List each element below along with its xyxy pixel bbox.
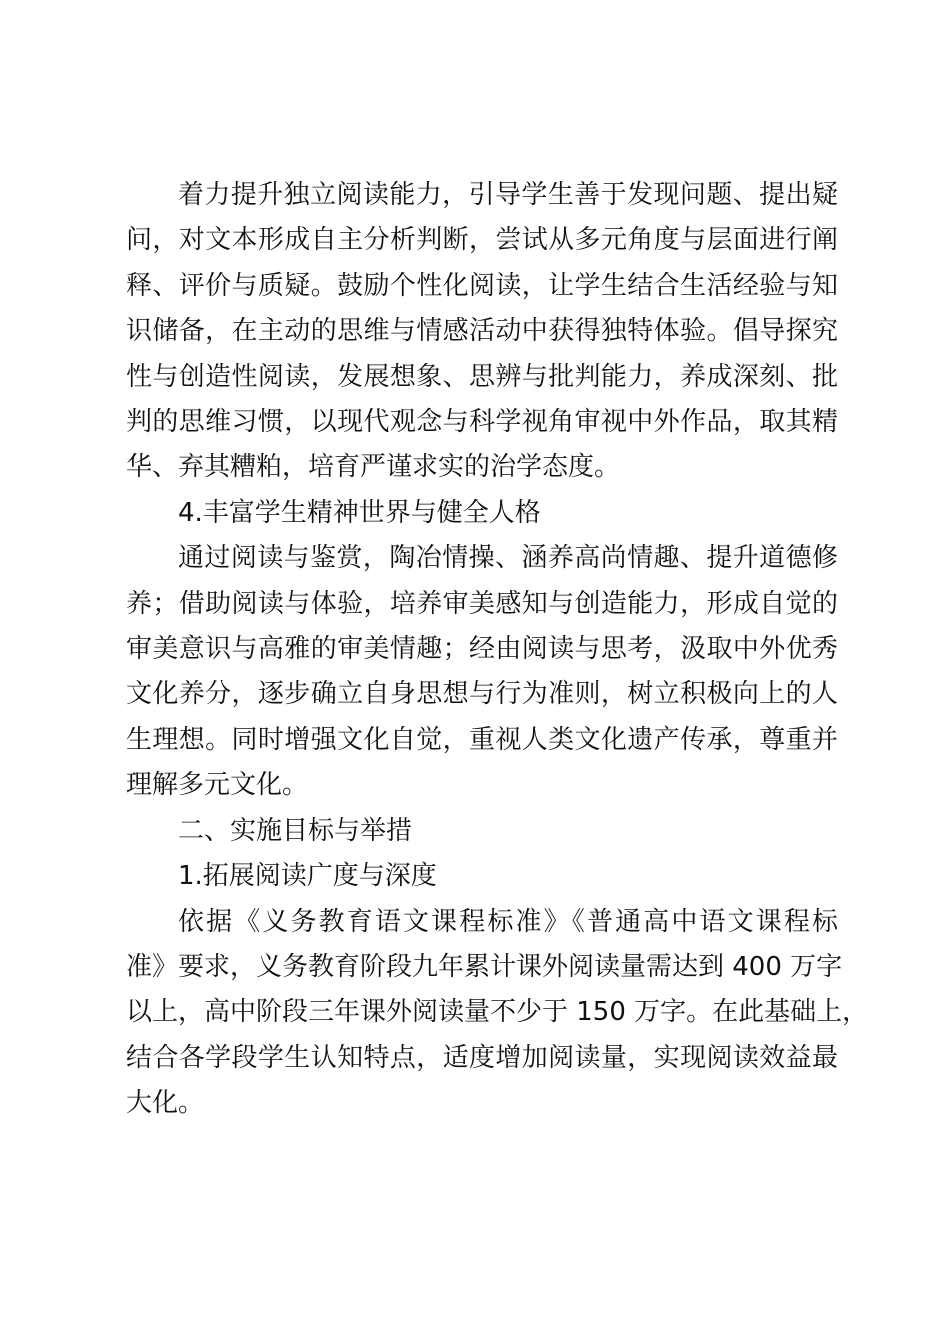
- paragraph-line: 准》要求，义务教育阶段九年累计课外阅读量需达到 400 万字: [126, 951, 843, 982]
- paragraph-line: 华、弃其糟粕，培育严谨求实的治学态度。: [126, 452, 621, 483]
- paragraph-line: 判的思维习惯，以现代观念与科学视角审视中外作品，取其精: [126, 407, 838, 438]
- paragraph-line: 生理想。同时增强文化自觉，重视人类文化遗产传承，尊重并: [126, 724, 838, 755]
- paragraph-line: 依据《义务教育语文课程标准》《普通高中语文课程标: [178, 906, 838, 937]
- paragraph-line: 性与创造性阅读，发展想象、思辨与批判能力，养成深刻、批: [126, 361, 838, 392]
- paragraph-line: 释、评价与质疑。鼓励个性化阅读，让学生结合生活经验与知: [126, 270, 838, 301]
- paragraph-line: 文化养分，逐步确立自身思想与行为准则，树立积极向上的人: [126, 679, 838, 710]
- paragraph-line: 以上，高中阶段三年课外阅读量不少于 150 万字。在此基础上，: [126, 997, 869, 1028]
- paragraph-line: 着力提升独立阅读能力，引导学生善于发现问题、提出疑: [178, 180, 838, 210]
- paragraph-line: 理解多元文化。: [126, 770, 309, 801]
- section-title-implementation: 二、实施目标与举措: [178, 815, 413, 846]
- paragraph-line: 养；借助阅读与体验，培养审美感知与创造能力，形成自觉的: [126, 588, 838, 619]
- paragraph-line: 通过阅读与鉴赏，陶冶情操、涵养高尚情趣、提升道德修: [178, 543, 838, 574]
- section-heading-1: 1.拓展阅读广度与深度: [178, 861, 437, 892]
- document-body: [126, 173, 869, 1127]
- paragraph-line: 审美意识与高雅的审美情趣；经由阅读与思考，汲取中外优秀: [126, 634, 838, 665]
- paragraph-line: 结合各学段学生认知特点，适度增加阅读量，实现阅读效益最: [126, 1042, 838, 1073]
- section-heading-4: 4.丰富学生精神世界与健全人格: [178, 497, 541, 528]
- paragraph-reading-volume: [126, 900, 869, 1127]
- paragraph-line: 识储备，在主动的思维与情感活动中获得独特体验。倡导探究: [126, 316, 838, 347]
- paragraph-line: 问，对文本形成自主分析判断，尝试从多元角度与层面进行阐: [126, 225, 838, 256]
- paragraph-independent-reading: [126, 173, 838, 491]
- paragraph-line: 大化。: [126, 1088, 205, 1119]
- paragraph-spiritual-world: [126, 536, 838, 808]
